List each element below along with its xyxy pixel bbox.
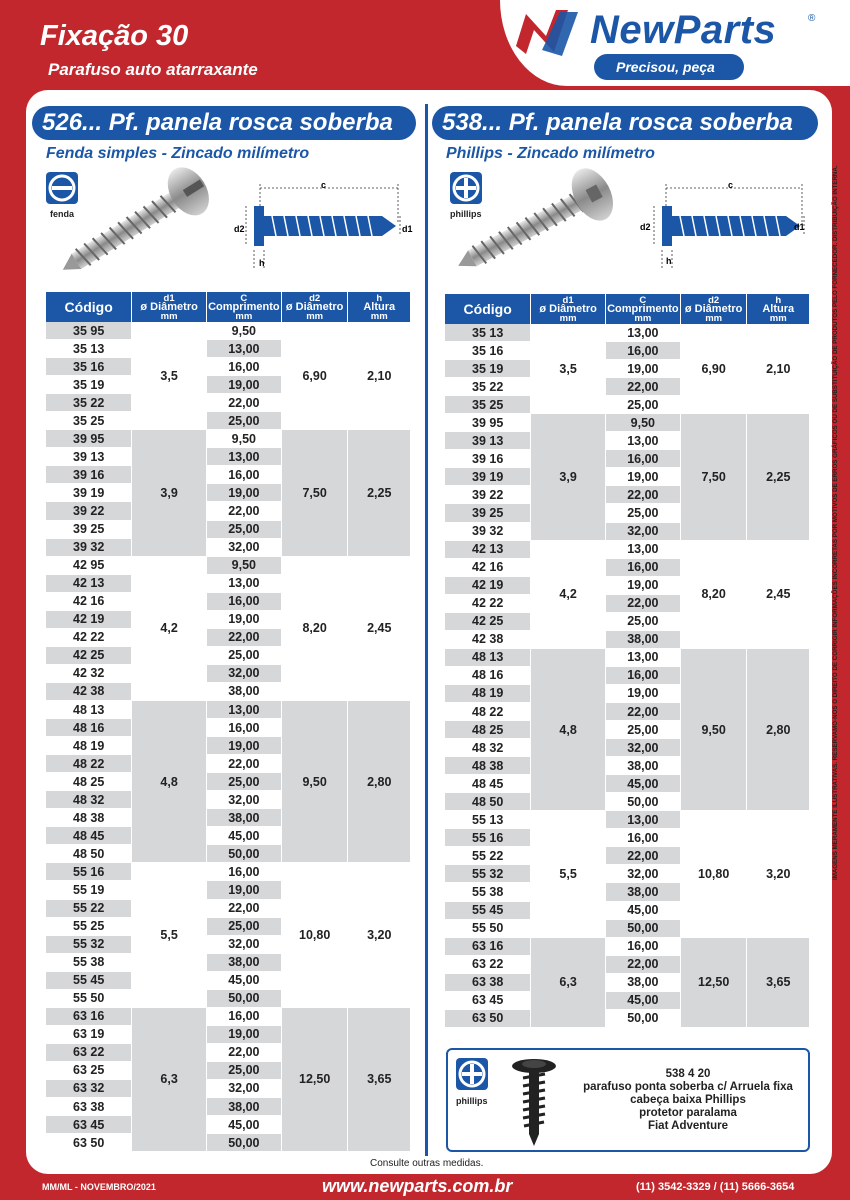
left-spec-table [45, 292, 411, 1152]
length-cell: 32,00 [207, 791, 281, 809]
col-d1-header [531, 294, 605, 324]
length-cell: 13,00 [606, 811, 680, 829]
col-c-unit: mm [235, 310, 253, 322]
d1-cell: 4,2 [531, 541, 605, 649]
code-cell: 35 22 [445, 378, 530, 396]
length-cell: 16,00 [207, 1008, 281, 1026]
code-cell: 55 16 [445, 829, 530, 847]
length-cell: 13,00 [207, 701, 281, 719]
code-cell: 42 32 [46, 665, 131, 683]
length-cell: 9,50 [207, 430, 281, 448]
col-c-symbol: C [240, 292, 248, 304]
code-cell: 39 22 [445, 486, 530, 504]
d1-cell: 3,5 [132, 322, 206, 430]
length-cell: 38,00 [606, 757, 680, 775]
code-cell: 42 16 [46, 593, 131, 611]
code-cell: 55 38 [445, 883, 530, 901]
code-cell: 48 32 [445, 739, 530, 757]
length-cell: 32,00 [606, 739, 680, 757]
col-c-header [606, 294, 680, 324]
length-cell: 22,00 [606, 486, 680, 504]
code-cell: 42 38 [445, 631, 530, 649]
code-cell: 48 45 [46, 827, 131, 845]
code-cell: 63 50 [46, 1134, 131, 1152]
length-cell: 13,00 [606, 541, 680, 559]
code-cell: 63 16 [445, 938, 530, 956]
h-cell: 2,25 [747, 414, 809, 540]
table-row [445, 324, 809, 342]
length-cell: 22,00 [207, 1044, 281, 1062]
h-cell: 2,80 [348, 701, 410, 863]
h-cell: 3,20 [348, 863, 410, 1007]
footer-phones: (11) 3542-3329 / (11) 5666-3654 [636, 1181, 795, 1193]
right-spec-table [444, 294, 810, 1028]
col-d1-symbol: d1 [163, 292, 175, 304]
col-h-symbol: h [775, 294, 782, 306]
length-cell: 25,00 [207, 1062, 281, 1080]
length-cell: 16,00 [606, 450, 680, 468]
code-cell: 63 38 [445, 974, 530, 992]
col-d1-title: ø Diâmetro [539, 302, 597, 315]
right-dim-h: h [666, 256, 672, 266]
table-row [445, 938, 809, 956]
slotted-screw-image [46, 162, 230, 286]
length-cell: 38,00 [606, 631, 680, 649]
code-cell: 55 32 [445, 865, 530, 883]
length-cell: 13,00 [606, 324, 680, 342]
code-cell: 39 16 [445, 450, 530, 468]
code-cell: 55 13 [445, 811, 530, 829]
length-cell: 25,00 [207, 773, 281, 791]
length-cell: 22,00 [207, 394, 281, 412]
code-cell: 35 95 [46, 322, 131, 340]
footer [0, 1174, 850, 1200]
code-cell: 55 45 [46, 972, 131, 990]
code-cell: 48 32 [46, 791, 131, 809]
length-cell: 16,00 [207, 466, 281, 484]
length-cell: 32,00 [606, 523, 680, 541]
length-cell: 25,00 [207, 521, 281, 539]
slogan: Precisou, peça [594, 54, 744, 80]
d2-cell: 8,20 [681, 541, 747, 649]
length-cell: 25,00 [207, 647, 281, 665]
code-cell: 42 95 [46, 557, 131, 575]
length-cell: 19,00 [207, 376, 281, 394]
col-d1-header [132, 292, 206, 322]
left-section-title: 526... Pf. panela rosca soberba [32, 106, 416, 140]
brand-name: NewParts [590, 8, 777, 52]
code-cell: 42 38 [46, 683, 131, 701]
length-cell: 22,00 [606, 847, 680, 865]
length-cell: 38,00 [606, 974, 680, 992]
col-d1-symbol: d1 [562, 294, 574, 306]
code-cell: 42 22 [445, 595, 530, 613]
h-cell: 2,80 [747, 649, 809, 811]
code-cell: 63 50 [445, 1010, 530, 1028]
d1-cell: 3,9 [531, 414, 605, 540]
length-cell: 38,00 [606, 883, 680, 901]
length-cell: 19,00 [207, 737, 281, 755]
col-d2-symbol: d2 [708, 294, 720, 306]
length-cell: 19,00 [606, 360, 680, 378]
col-h-header [348, 292, 410, 322]
consult-note: Consulte outras medidas. [370, 1158, 484, 1169]
code-cell: 39 22 [46, 502, 131, 520]
length-cell: 19,00 [207, 611, 281, 629]
length-cell: 25,00 [606, 504, 680, 522]
table-row [46, 557, 410, 575]
length-cell: 16,00 [207, 719, 281, 737]
table-row [46, 322, 410, 340]
col-d2-header [282, 292, 348, 322]
length-cell: 45,00 [207, 1116, 281, 1134]
length-cell: 50,00 [207, 1134, 281, 1152]
length-cell: 45,00 [606, 902, 680, 920]
page-subtitle: Parafuso auto atarraxante [48, 60, 258, 79]
right-icon-label: phillips [450, 209, 482, 219]
length-cell: 22,00 [207, 900, 281, 918]
length-cell: 9,50 [606, 414, 680, 432]
code-cell: 63 16 [46, 1008, 131, 1026]
length-cell: 45,00 [207, 827, 281, 845]
code-cell: 48 22 [46, 755, 131, 773]
col-c-symbol: C [639, 294, 647, 306]
d1-cell: 5,5 [132, 863, 206, 1007]
length-cell: 22,00 [207, 755, 281, 773]
h-cell: 2,10 [348, 322, 410, 430]
col-d2-symbol: d2 [309, 292, 321, 304]
d2-cell: 12,50 [282, 1008, 348, 1152]
length-cell: 38,00 [207, 1098, 281, 1116]
col-code-header: Código [445, 294, 530, 324]
code-cell: 35 13 [46, 340, 131, 358]
code-cell: 48 22 [445, 703, 530, 721]
feature-line-1: parafuso ponta soberba c/ Arruela fixa [583, 1081, 793, 1093]
length-cell: 32,00 [606, 865, 680, 883]
length-cell: 16,00 [207, 593, 281, 611]
code-cell: 55 22 [46, 900, 131, 918]
length-cell: 50,00 [606, 920, 680, 938]
length-cell: 50,00 [207, 990, 281, 1008]
registered-mark: ® [808, 13, 816, 24]
length-cell: 22,00 [207, 502, 281, 520]
feature-line-4: Fiat Adventure [647, 1120, 729, 1132]
length-cell: 50,00 [606, 793, 680, 811]
code-cell: 35 25 [46, 412, 131, 430]
code-cell: 39 32 [46, 539, 131, 557]
code-cell: 39 25 [46, 521, 131, 539]
d2-cell: 6,90 [282, 322, 348, 430]
length-cell: 32,00 [207, 1080, 281, 1098]
d1-cell: 3,9 [132, 430, 206, 556]
length-cell: 16,00 [606, 667, 680, 685]
code-cell: 39 19 [445, 468, 530, 486]
disclaimer-text: IMAGENS MERAMENTE ILUSTRATIVAS. RESERVAMO-NOS O DIREITO DE CORRIGIR INFORMAÇÕES INCORRETAS POR MOTIVOS DE ERROS GRÁFICOS OU DE SUBSTITUIÇÃO DE PRODUTOS PELO FORNECEDOR. DISTRIBUIÇÃO INTERNA. [832, 165, 839, 880]
right-section-title: 538... Pf. panela rosca soberba [432, 106, 818, 140]
h-cell: 3,65 [348, 1008, 410, 1152]
code-cell: 42 19 [46, 611, 131, 629]
left-section-subtitle: Fenda simples - Zincado milímetro [46, 145, 310, 162]
col-d1-title: ø Diâmetro [140, 300, 198, 313]
code-cell: 55 19 [46, 881, 131, 899]
length-cell: 16,00 [207, 863, 281, 881]
code-cell: 48 25 [46, 773, 131, 791]
code-cell: 39 19 [46, 484, 131, 502]
code-cell: 39 13 [445, 432, 530, 450]
code-cell: 63 19 [46, 1026, 131, 1044]
length-cell: 22,00 [606, 378, 680, 396]
code-cell: 55 45 [445, 902, 530, 920]
code-cell: 63 45 [445, 992, 530, 1010]
code-cell: 63 45 [46, 1116, 131, 1134]
code-cell: 48 13 [445, 649, 530, 667]
table-row [46, 863, 410, 881]
length-cell: 13,00 [606, 649, 680, 667]
d2-cell: 8,20 [282, 557, 348, 701]
code-cell: 63 22 [46, 1044, 131, 1062]
newparts-logo-icon [512, 6, 582, 60]
length-cell: 22,00 [606, 595, 680, 613]
d2-cell: 9,50 [282, 701, 348, 863]
d2-cell: 12,50 [681, 938, 747, 1028]
left-dim-h: h [259, 258, 265, 268]
col-h-symbol: h [376, 292, 383, 304]
table-row [445, 811, 809, 829]
feature-code: 538 4 20 [665, 1068, 711, 1080]
right-dim-d2: d2 [640, 222, 651, 232]
feature-line-3: protetor paralama [639, 1107, 737, 1119]
code-cell: 42 25 [445, 613, 530, 631]
length-cell: 32,00 [207, 936, 281, 954]
h-cell: 2,10 [747, 324, 809, 414]
left-dim-d2: d2 [234, 224, 245, 234]
length-cell: 19,00 [606, 685, 680, 703]
length-cell: 45,00 [606, 775, 680, 793]
code-cell: 42 22 [46, 629, 131, 647]
code-cell: 48 50 [46, 845, 131, 863]
code-cell: 39 32 [445, 523, 530, 541]
code-cell: 48 19 [445, 685, 530, 703]
code-cell: 39 95 [46, 430, 131, 448]
length-cell: 19,00 [207, 1026, 281, 1044]
length-cell: 25,00 [606, 721, 680, 739]
h-cell: 3,20 [747, 811, 809, 937]
col-d2-title: ø Diâmetro [285, 300, 344, 313]
length-cell: 9,50 [207, 557, 281, 575]
feature-phillips-icon [456, 1058, 488, 1090]
length-cell: 25,00 [606, 613, 680, 631]
code-cell: 42 13 [445, 541, 530, 559]
right-section-subtitle: Phillips - Zincado milímetro [446, 145, 655, 162]
code-cell: 39 95 [445, 414, 530, 432]
phillips-screw-image [444, 166, 634, 282]
length-cell: 13,00 [207, 575, 281, 593]
col-d1-unit: mm [160, 310, 178, 322]
length-cell: 13,00 [207, 340, 281, 358]
d2-cell: 10,80 [282, 863, 348, 1007]
length-cell: 19,00 [207, 881, 281, 899]
page-title: Fixação 30 [40, 20, 189, 52]
length-cell: 16,00 [606, 938, 680, 956]
code-cell: 55 50 [445, 920, 530, 938]
length-cell: 16,00 [207, 358, 281, 376]
code-cell: 55 32 [46, 936, 131, 954]
code-cell: 48 45 [445, 775, 530, 793]
table-row [46, 1008, 410, 1026]
col-code-header: Código [46, 292, 131, 322]
length-cell: 16,00 [606, 829, 680, 847]
table-row [445, 649, 809, 667]
col-c-title: Comprimento [607, 302, 679, 315]
code-cell: 35 19 [445, 360, 530, 378]
length-cell: 38,00 [207, 683, 281, 701]
code-cell: 35 25 [445, 396, 530, 414]
code-cell: 48 25 [445, 721, 530, 739]
table-row [46, 430, 410, 448]
feature-line-2: cabeça baixa Phillips [630, 1094, 746, 1106]
column-divider [425, 104, 428, 1156]
col-d2-unit: mm [306, 310, 324, 322]
length-cell: 16,00 [606, 559, 680, 577]
length-cell: 32,00 [207, 665, 281, 683]
length-cell: 25,00 [207, 412, 281, 430]
code-cell: 63 38 [46, 1098, 131, 1116]
table-row [445, 541, 809, 559]
code-cell: 63 32 [46, 1080, 131, 1098]
h-cell: 3,65 [747, 938, 809, 1028]
col-d2-header [681, 294, 747, 324]
code-cell: 35 16 [46, 358, 131, 376]
length-cell: 45,00 [606, 992, 680, 1010]
col-d2-title: ø Diâmetro [684, 302, 743, 315]
length-cell: 50,00 [207, 845, 281, 863]
code-cell: 55 25 [46, 918, 131, 936]
col-c-unit: mm [634, 312, 652, 324]
code-cell: 42 19 [445, 577, 530, 595]
code-cell: 55 50 [46, 990, 131, 1008]
code-cell: 39 16 [46, 466, 131, 484]
d2-cell: 7,50 [681, 414, 747, 540]
col-h-unit: mm [370, 310, 388, 322]
code-cell: 48 13 [46, 701, 131, 719]
code-cell: 48 38 [445, 757, 530, 775]
length-cell: 13,00 [207, 448, 281, 466]
code-cell: 48 16 [445, 667, 530, 685]
code-cell: 35 13 [445, 324, 530, 342]
h-cell: 2,45 [348, 557, 410, 701]
code-cell: 35 22 [46, 394, 131, 412]
length-cell: 19,00 [606, 468, 680, 486]
d2-cell: 10,80 [681, 811, 747, 937]
feature-icon-label: phillips [456, 1096, 488, 1106]
code-cell: 48 19 [46, 737, 131, 755]
d1-cell: 6,3 [132, 1008, 206, 1152]
feature-description [566, 1068, 810, 1133]
col-h-title: Altura [762, 302, 795, 315]
left-dim-c: c [321, 180, 327, 190]
code-cell: 48 50 [445, 793, 530, 811]
d1-cell: 3,5 [531, 324, 605, 414]
length-cell: 9,50 [207, 322, 281, 340]
length-cell: 50,00 [606, 1010, 680, 1028]
code-cell: 42 13 [46, 575, 131, 593]
right-dim-c: c [728, 180, 734, 190]
code-cell: 55 38 [46, 954, 131, 972]
length-cell: 25,00 [606, 396, 680, 414]
col-d2-unit: mm [705, 312, 723, 324]
left-icon-label: fenda [50, 209, 75, 219]
footer-date: MM/ML - NOVEMBRO/2021 [42, 1182, 156, 1192]
h-cell: 2,25 [348, 430, 410, 556]
code-cell: 39 25 [445, 504, 530, 522]
washer-screw-image [508, 1056, 560, 1148]
left-dim-d1: d1 [402, 224, 413, 234]
length-cell: 22,00 [606, 956, 680, 974]
d1-cell: 4,8 [132, 701, 206, 863]
d2-cell: 7,50 [282, 430, 348, 556]
code-cell: 55 16 [46, 863, 131, 881]
d2-cell: 9,50 [681, 649, 747, 811]
code-cell: 42 25 [46, 647, 131, 665]
col-d1-unit: mm [559, 312, 577, 324]
code-cell: 35 19 [46, 376, 131, 394]
code-cell: 48 38 [46, 809, 131, 827]
table-row [445, 414, 809, 432]
length-cell: 19,00 [207, 484, 281, 502]
length-cell: 38,00 [207, 954, 281, 972]
right-dim-d1: d1 [794, 222, 805, 232]
code-cell: 63 22 [445, 956, 530, 974]
code-cell: 55 22 [445, 847, 530, 865]
length-cell: 38,00 [207, 809, 281, 827]
length-cell: 25,00 [207, 918, 281, 936]
table-row [46, 701, 410, 719]
code-cell: 39 13 [46, 448, 131, 466]
code-cell: 35 16 [445, 342, 530, 360]
length-cell: 16,00 [606, 342, 680, 360]
d1-cell: 5,5 [531, 811, 605, 937]
h-cell: 2,45 [747, 541, 809, 649]
code-cell: 42 16 [445, 559, 530, 577]
code-cell: 63 25 [46, 1062, 131, 1080]
col-c-header [207, 292, 281, 322]
d1-cell: 6,3 [531, 938, 605, 1028]
col-h-title: Altura [363, 300, 396, 313]
code-cell: 48 16 [46, 719, 131, 737]
length-cell: 19,00 [606, 577, 680, 595]
d1-cell: 4,8 [531, 649, 605, 811]
length-cell: 13,00 [606, 432, 680, 450]
col-c-title: Comprimento [208, 300, 280, 313]
d1-cell: 4,2 [132, 557, 206, 701]
footer-url[interactable]: www.newparts.com.br [322, 1176, 513, 1196]
length-cell: 22,00 [606, 703, 680, 721]
d2-cell: 6,90 [681, 324, 747, 414]
length-cell: 32,00 [207, 539, 281, 557]
col-h-unit: mm [769, 312, 787, 324]
length-cell: 22,00 [207, 629, 281, 647]
length-cell: 45,00 [207, 972, 281, 990]
col-h-header [747, 294, 809, 324]
